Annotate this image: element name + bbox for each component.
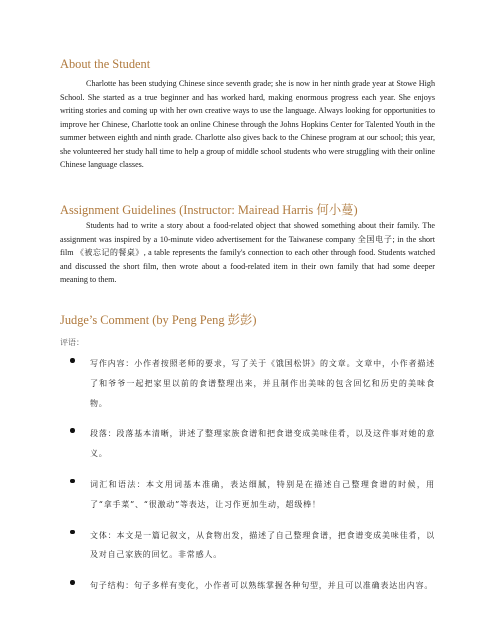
comment-text: 词汇和语法：本文用词基本准确，表达细腻，特别是在描述自己整理食谱的时候，用了“拿手菜”、“很激动”等表达，让习作更加生动，超级棒！ xyxy=(90,479,435,509)
section-heading-judge-comment: Judge’s Comment (by Peng Peng 彭彭) xyxy=(60,313,257,327)
guidelines-paragraph: Students had to write a story about a food-related object that showed something about their family. The assignment was inspired by a 10-minute video advertisement for the Taiwanese company 全国电子; in the short film 《被忘记的餐桌》, a table represents the family's connection to each other through food. Students watched and discussed the short film, then wrote about a food-related item in their own family that had some deeper meaning to them. xyxy=(60,221,435,285)
comment-label: 评语： xyxy=(60,338,84,347)
list-item xyxy=(60,526,435,566)
bullet-icon xyxy=(70,479,75,484)
comment-text: 文体：本文是一篇记叙文，从食物出发，描述了自己整理食谱，把食谱变成美味佳肴，以及对自己家族的回忆。非常感人。 xyxy=(90,530,435,560)
list-item xyxy=(60,424,435,464)
list-item xyxy=(60,475,435,515)
section-heading-about-student: About the Student xyxy=(60,57,151,71)
bullet-icon xyxy=(70,530,75,535)
judge-comment-list xyxy=(60,354,435,607)
comment-text: 写作内容：小作者按照老师的要求，写了关于《饿国松饼》的文章。文章中，小作者描述了和爷爷一起把家里以前的食谱整理出来，并且制作出美味的包含回忆和历史的美味食物。 xyxy=(90,359,435,408)
list-item xyxy=(60,354,435,413)
list-item xyxy=(60,576,435,596)
bullet-icon xyxy=(70,358,75,363)
comment-text: 段落：段落基本清晰，讲述了整理家族食谱和把食谱变成美味佳肴，以及这件事对她的意义。 xyxy=(90,429,435,459)
section-heading-assignment-guidelines: Assignment Guidelines (Instructor: Mairead Harris 何小蔓) xyxy=(60,203,358,217)
student-paragraph: Charlotte has been studying Chinese since seventh grade; she is now in her ninth grade year at Stowe High School. She started as a true beginner and has worked hard, making enormous progress each year. She enjoys writing stories and coming up with her own creative ways to use the language. Always looking for opportunities to improve her Chinese, Charlotte took an online Chinese through the Johns Hopkins Center for Talented Youth in the summer between eighth and ninth grade. Charlotte also gives back to the Chinese program at our school; this year, she volunteered her study hall time to help a group of middle school students who were struggling with their online Chinese language classes. xyxy=(60,79,435,170)
bullet-icon xyxy=(70,428,75,433)
bullet-icon xyxy=(70,580,75,585)
comment-text: 句子结构：句子多样有变化，小作者可以熟练掌握各种句型，并且可以准确表达出内容。 xyxy=(90,581,434,591)
